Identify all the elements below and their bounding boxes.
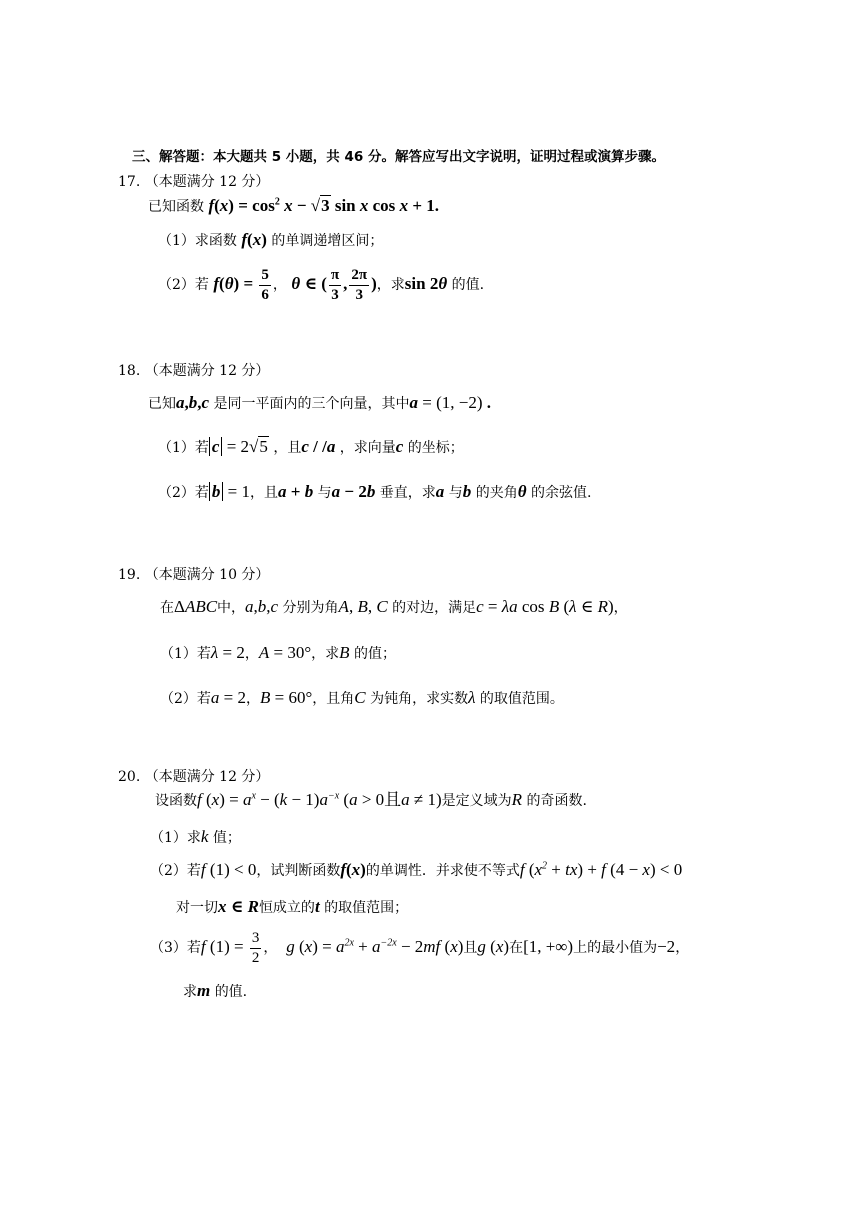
problem-19-part-1: （1）若λ = 2，A = 30°，求B 的值； [160, 643, 397, 662]
math-expression: b [209, 482, 224, 501]
problem-19-part-2: （2）若a = 2，B = 60°，且角C 为钝角，求实数λ 的取值范围。 [160, 688, 564, 707]
math-expression: a [210, 688, 220, 707]
problem-20-header [118, 767, 269, 787]
problem-20-part-2-continued: 对一切x ∈ R恒成立的t 的取值范围； [176, 897, 409, 916]
math-expression: f [213, 274, 220, 293]
problem-18-header [118, 361, 269, 381]
problem-score: （本题满分 10 分） [144, 567, 270, 583]
problem-score: （本题满分 12 分） [144, 769, 270, 785]
problem-score: （本题满分 12 分） [144, 363, 270, 379]
math-expression: k [200, 827, 209, 846]
math-expression: x [218, 897, 227, 916]
math-expression: Δ [174, 597, 185, 616]
problem-score: （本题满分 12 分） [144, 174, 270, 190]
problem-20-stem: 设函数f $(x) = a^x - (k - 1)a^{-x}$ (a > 0且a ≠ 1)是定义域为R 的奇函数. [155, 790, 587, 809]
problem-19-stem: 在ΔABC中，a,b,c 分别为角A, B, C 的对边，满足c = λa cos B (λ ∈ R)， [160, 597, 628, 616]
problem-18-part-2: （2）若 b = 1，且a + b 与a − 2b 垂直，求a 与b 的夹角θ 的余弦值. [158, 482, 592, 501]
problem-number: 18. [118, 363, 141, 379]
problem-20-part-3: （3）若f (1) = $\frac{3}{2}$ ， g $(x) = a^{2x} + a^{-2x} - 2mf$ (x)且g (x)在[1, +∞)上的最小值为−2， [150, 929, 690, 966]
problem-number: 17. [118, 174, 141, 190]
math-expression: a [176, 393, 185, 412]
problem-20-part-2: （2）若f (1) < 0，试判断函数f(x)的单调性．并求使不等式f $(x^2 + tx) + f$ (4 − x) < 0 [150, 860, 683, 879]
problem-17-part-1: （1）求函数 f(x) 的单调递增区间； [158, 230, 384, 249]
math-expression: f [200, 937, 206, 956]
problem-18-stem: 已知a,b,c 是同一平面内的三个向量，其中a = (1, −2) . [148, 393, 491, 412]
math-expression: m [197, 981, 211, 1000]
math-expression: f [208, 196, 215, 215]
problem-number: 19. [118, 567, 141, 583]
math-expression: f [241, 230, 248, 249]
problem-20-part-3-continued: 求m 的值. [183, 981, 248, 1000]
math-expression: f [200, 860, 206, 879]
problem-18-part-1: （1）若 c = 2√5 ，且c / /a ，求向量c 的坐标； [158, 437, 464, 456]
problem-17-part-2: （2）若 f(θ) = $\frac{5}{6}$ ， θ ∈ ( $\frac{\pi}{3}$ , $\frac{2\pi}{3}$ )，求sin 2θ 的值. [158, 266, 485, 303]
problem-17-stem: 已知函数 $f(x) = \cos^2 x - √3$ sin x cos x + 1. [148, 196, 439, 215]
math-expression: c [209, 437, 223, 456]
math-expression: f [197, 790, 202, 809]
problem-number: 20. [118, 769, 141, 785]
problem-20-part-1: （1）求k 值； [150, 827, 241, 846]
problem-19-header [118, 565, 269, 585]
problem-17-header [118, 172, 269, 192]
math-expression: λ [210, 643, 219, 662]
section-heading: 三、解答题：本大题共 5 小题，共 46 分。解答应写出文字说明，证明过程或演算步骤。 [132, 149, 665, 165]
